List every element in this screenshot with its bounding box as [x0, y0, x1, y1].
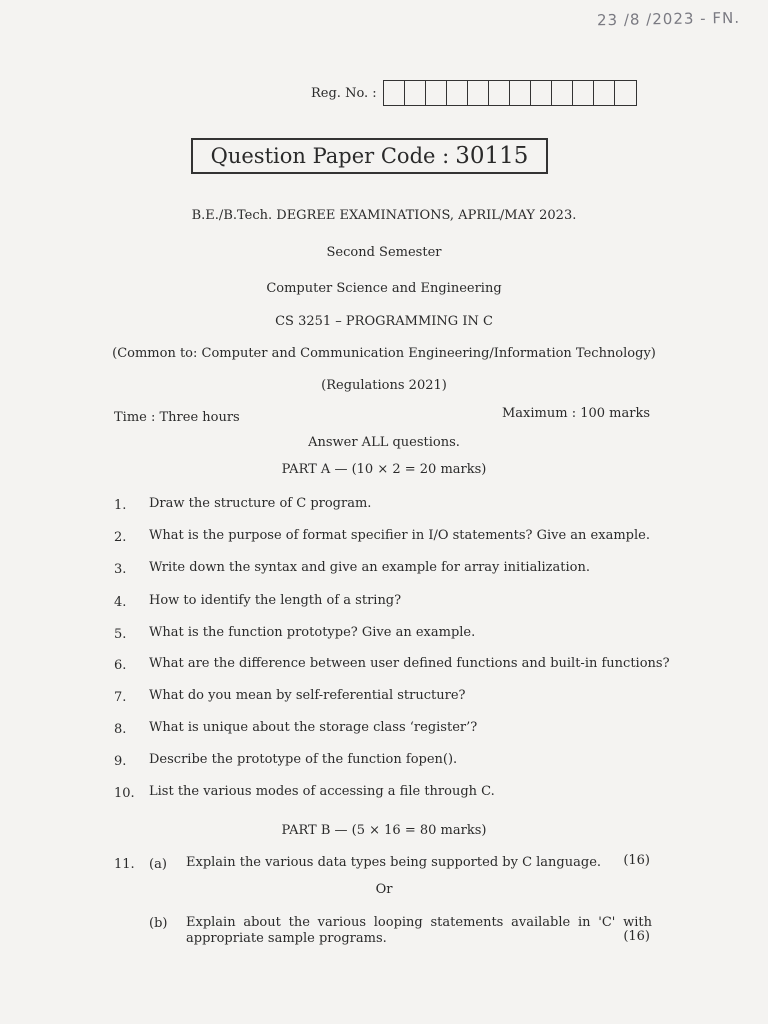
option-label: (a) — [149, 857, 167, 872]
question-text: What is the purpose of format specifier in I/O statements? Give an example. — [149, 528, 650, 543]
reg-no-digit-box — [552, 81, 573, 105]
question-text: What do you mean by self-referential structure? — [149, 688, 466, 703]
part-a-title: PART A — (10 × 2 = 20 marks) — [281, 462, 487, 477]
part-b-title: PART B — (5 × 16 = 80 marks) — [281, 823, 487, 838]
question-number: 2. — [114, 530, 127, 545]
reg-no-digit-box — [531, 81, 552, 105]
question-marks: (16) — [623, 929, 650, 944]
reg-no-boxes — [383, 80, 637, 106]
question-text: Draw the structure of C program. — [149, 496, 372, 511]
reg-no-digit-box — [489, 81, 510, 105]
handwritten-date-note: 23 /8 /2023 - FN. — [596, 8, 741, 30]
question-text: What are the difference between user defined functions and built-in functions? — [149, 656, 670, 671]
maximum-marks: Maximum : 100 marks — [501, 406, 650, 421]
reg-no-digit-box — [426, 81, 447, 105]
regulations: (Regulations 2021) — [321, 378, 447, 393]
course-title: CS 3251 – PROGRAMMING IN C — [275, 314, 493, 329]
qpc-code: 30115 — [455, 143, 529, 169]
instruction: Answer ALL questions. — [308, 435, 460, 450]
reg-no-digit-box — [615, 81, 636, 105]
question-number: 6. — [114, 658, 127, 673]
reg-no-field — [311, 80, 637, 106]
reg-no-digit-box — [468, 81, 489, 105]
or-separator: Or — [375, 882, 393, 897]
semester: Second Semester — [326, 245, 442, 260]
qpc-label: Question Paper Code : — [210, 144, 450, 168]
question-text: Describe the prototype of the function fopen(). — [149, 752, 458, 767]
reg-no-digit-box — [384, 81, 405, 105]
reg-no-digit-box — [447, 81, 468, 105]
question-text: List the various modes of accessing a file through C. — [149, 784, 495, 799]
reg-no-digit-box — [573, 81, 594, 105]
question-number: 7. — [114, 690, 127, 705]
question-text: Write down the syntax and give an example for array initialization. — [149, 560, 590, 575]
reg-no-digit-box — [594, 81, 615, 105]
reg-no-digit-box — [405, 81, 426, 105]
question-text-line-1: Explain about the various looping statements available in 'C' with — [186, 915, 652, 930]
common-to: (Common to: Computer and Communication Engineering/Information Technology) — [112, 346, 656, 361]
question-number: 5. — [114, 627, 127, 642]
question-number: 8. — [114, 722, 127, 737]
exam-title: B.E./B.Tech. DEGREE EXAMINATIONS, APRIL/MAY 2023. — [191, 208, 577, 223]
time-allowed: Time : Three hours — [114, 410, 240, 425]
reg-no-digit-box — [510, 81, 531, 105]
question-text: Explain the various data types being supported by C language. — [186, 855, 602, 870]
question-marks: (16) — [623, 853, 650, 868]
question-number: 10. — [114, 786, 135, 801]
question-number: 1. — [114, 498, 127, 513]
question-number: 9. — [114, 754, 127, 769]
question-text: What is unique about the storage class ‘register’? — [149, 720, 478, 735]
question-number: 4. — [114, 595, 127, 610]
department: Computer Science and Engineering — [266, 281, 502, 296]
question-paper-code-box — [191, 138, 548, 174]
question-number: 11. — [114, 857, 135, 872]
question-text-line-2: appropriate sample programs. — [186, 931, 387, 946]
option-label: (b) — [149, 916, 168, 931]
question-text: How to identify the length of a string? — [149, 593, 402, 608]
reg-no-label: Reg. No. : — [311, 85, 377, 101]
question-text: What is the function prototype? Give an example. — [149, 625, 476, 640]
question-number: 3. — [114, 562, 127, 577]
